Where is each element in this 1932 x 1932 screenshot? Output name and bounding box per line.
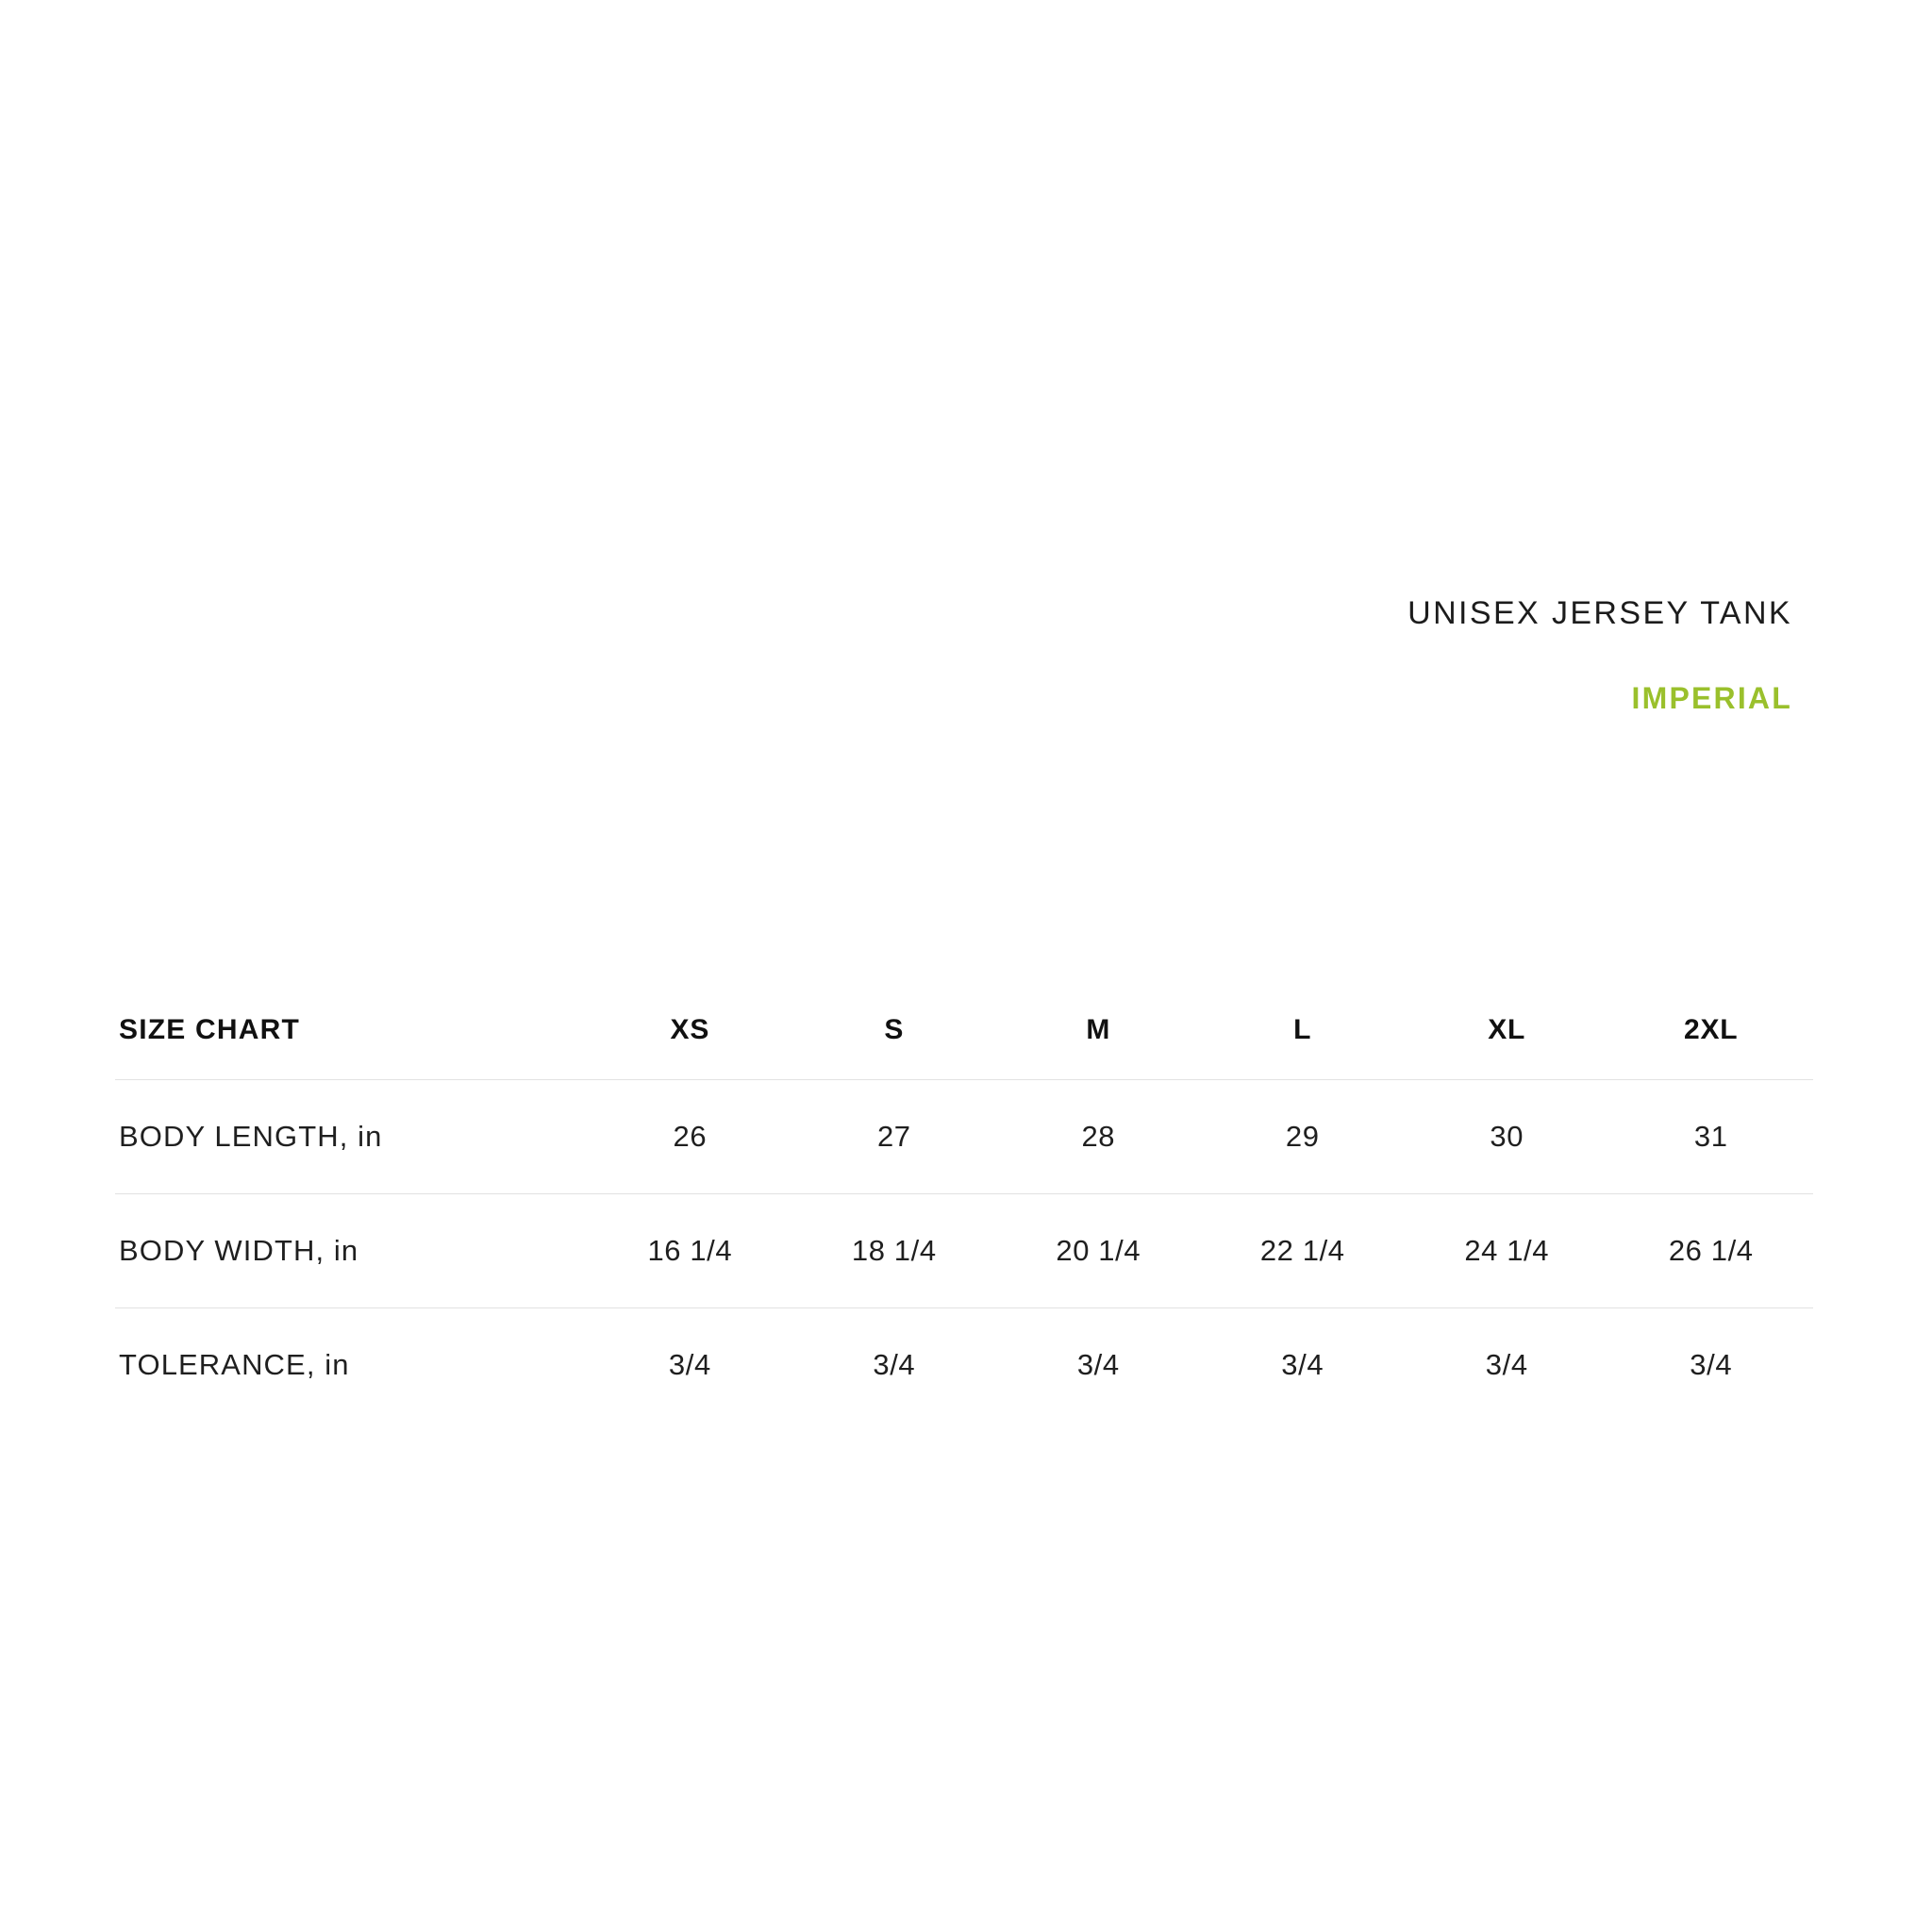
cell-tolerance-xs: 3/4 [588, 1308, 791, 1423]
cell-body-length-xs: 26 [588, 1080, 791, 1194]
cell-tolerance-l: 3/4 [1201, 1308, 1405, 1423]
unit-system-label: IMPERIAL [1631, 680, 1792, 715]
cell-body-length-s: 27 [792, 1080, 996, 1194]
table-row [115, 1194, 1813, 1308]
table-header-m: M [1086, 1014, 1111, 1045]
cell-tolerance-2xl: 3/4 [1608, 1308, 1813, 1423]
cell-tolerance-m: 3/4 [996, 1308, 1200, 1423]
cell-body-width-m: 20 1/4 [996, 1194, 1200, 1308]
table-header-size-chart: SIZE CHART [119, 1014, 300, 1045]
cell-body-width-l: 22 1/4 [1201, 1194, 1405, 1308]
table-row [115, 1308, 1813, 1423]
cell-body-length-l: 29 [1201, 1080, 1405, 1194]
cell-body-length-xl: 30 [1405, 1080, 1608, 1194]
page-title: UNISEX JERSEY TANK [1407, 595, 1792, 631]
cell-body-width-xs: 16 1/4 [588, 1194, 791, 1308]
header [1407, 594, 1792, 716]
row-label-body-length: BODY LENGTH, in [115, 1080, 588, 1194]
cell-body-width-s: 18 1/4 [792, 1194, 996, 1308]
table-header-s: S [884, 1014, 905, 1045]
row-label-tolerance: TOLERANCE, in [115, 1308, 588, 1423]
table-header-row [115, 981, 1813, 1080]
size-chart-table [115, 981, 1813, 1422]
table-row [115, 1080, 1813, 1194]
table-header-xl: XL [1488, 1014, 1526, 1045]
cell-body-width-xl: 24 1/4 [1405, 1194, 1608, 1308]
cell-body-width-2xl: 26 1/4 [1608, 1194, 1813, 1308]
cell-tolerance-xl: 3/4 [1405, 1308, 1608, 1423]
table-header-2xl: 2XL [1684, 1014, 1739, 1045]
row-label-body-width: BODY WIDTH, in [115, 1194, 588, 1308]
table-header-xs: XS [670, 1014, 710, 1045]
cell-body-length-2xl: 31 [1608, 1080, 1813, 1194]
table-header-l: L [1293, 1014, 1312, 1045]
size-chart-table-wrapper [115, 981, 1813, 1422]
cell-body-length-m: 28 [996, 1080, 1200, 1194]
cell-tolerance-s: 3/4 [792, 1308, 996, 1423]
